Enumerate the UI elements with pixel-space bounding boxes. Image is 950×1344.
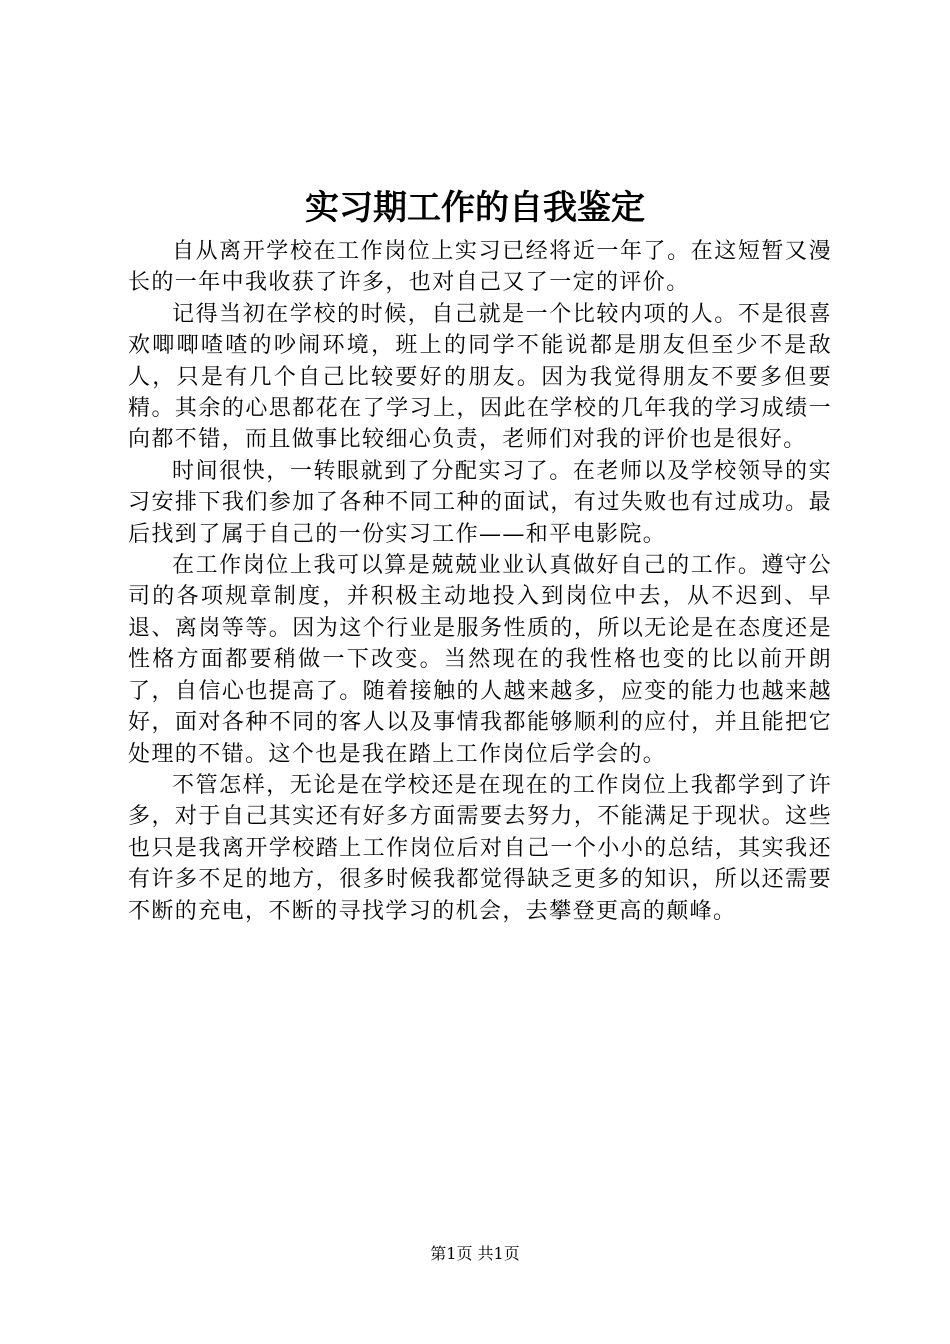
- paragraph-1: 自从离开学校在工作岗位上实习已经将近一年了。在这短暂又漫长的一年中我收获了许多，也对自己又了一定的评价。: [128, 239, 832, 296]
- paragraph-2: 记得当初在学校的时候，自己就是一个比较内项的人。不是很喜欢唧唧喳喳的吵闹环境，班上的同学不能说都是朋友但至少不是敌人，只是有几个自己比较要好的朋友。因为我觉得朋友不要多但要精。其余的心思都花在了学习上，因此在学校的几年我的学习成绩一向都不错，而且做事比较细心负责，老师们对我的评价也是很好。: [128, 301, 832, 453]
- document-body: [128, 236, 832, 927]
- paragraph-3: 时间很快，一转眼就到了分配实习了。在老师以及学校领导的实习安排下我们参加了各种不同工种的面试，有过失败也有过成功。最后找到了属于自己的一份实习工作——和平电影院。: [128, 458, 832, 547]
- paragraph-4: 在工作岗位上我可以算是兢兢业业认真做好自己的工作。遵守公司的各项规章制度，并积极主动地投入到岗位中去，从不迟到、早退、离岗等等。因为这个行业是服务性质的，所以无论是在态度还是性格方面都要稍做一下改变。当然现在的我性格也变的比以前开朗了，自信心也提高了。随着接触的人越来越多，应变的能力也越来越好，面对各种不同的客人以及事情我都能够顺利的应付，并且能把它处理的不错。这个也是我在踏上工作岗位后学会的。: [128, 553, 832, 767]
- paragraph-5: 不管怎样，无论是在学校还是在现在的工作岗位上我都学到了许多，对于自己其实还有好多方面需要去努力，不能满足于现状。这些也只是我离开学校踏上工作岗位后对自己一个小小的总结，其实我还有许多不足的地方，很多时候我都觉得缺乏更多的知识，所以还需要不断的充电，不断的寻找学习的机会，去攀登更高的颠峰。: [128, 772, 832, 924]
- page-number-footer: 第1页 共1页: [430, 1244, 520, 1263]
- document-title: 实习期工作的自我鉴定: [305, 188, 645, 228]
